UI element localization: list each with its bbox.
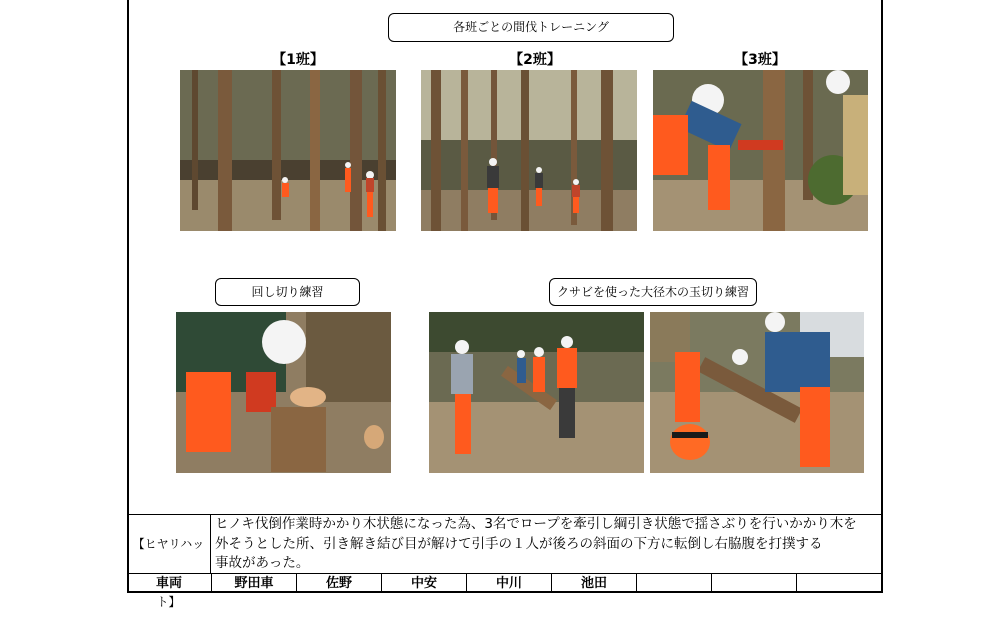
vehicle-header: 車両 (127, 574, 212, 593)
team-3-photo (653, 70, 868, 231)
near-miss-line-2: 外そうとした所、引き解き結び目が解けて引手の１人が後ろの斜面の下方に転倒し右脇腹を打撲する (215, 535, 823, 552)
wedge-cut-photo-1 (429, 312, 644, 473)
vehicle-row (127, 573, 883, 593)
vehicle-cell: 中安 (382, 574, 467, 593)
training-title-text: 各班ごとの間伐トレーニング (453, 20, 609, 34)
vehicle-cell: 佐野 (297, 574, 382, 593)
vehicle-cell (712, 574, 797, 593)
near-miss-line-3: 事故があった。 (215, 555, 310, 571)
near-miss-label: 【ヒヤリハット】 (127, 515, 211, 573)
team-1-label: 【1班】 (272, 52, 324, 68)
circle-cut-photo (176, 312, 391, 473)
vehicle-cell (882, 574, 883, 593)
vehicle-cell (797, 574, 882, 593)
vehicle-cell: 中川 (467, 574, 552, 593)
wedge-cut-caption-text: クサビを使った大径木の玉切り練習 (556, 285, 749, 299)
wedge-cut-caption (549, 278, 757, 306)
team-2-label: 【2班】 (509, 52, 561, 68)
vehicle-cell: 野田車 (212, 574, 297, 593)
near-miss-line-1: ヒノキ伐倒作業時かかり木状態になった為、3名でロープを牽引し綱引き状態で揺さぶりを行いかかり木を (215, 516, 857, 532)
near-miss-description (215, 515, 881, 573)
circle-cut-caption (215, 278, 360, 306)
wedge-cut-photo-2 (650, 312, 864, 473)
team-1-photo (180, 70, 396, 231)
circle-cut-caption-text: 回し切り練習 (251, 285, 324, 299)
team-2-photo (421, 70, 637, 231)
vehicle-cell (637, 574, 712, 593)
training-title (388, 13, 674, 42)
vehicle-cell: 池田 (552, 574, 637, 593)
team-3-label: 【3班】 (734, 52, 786, 68)
